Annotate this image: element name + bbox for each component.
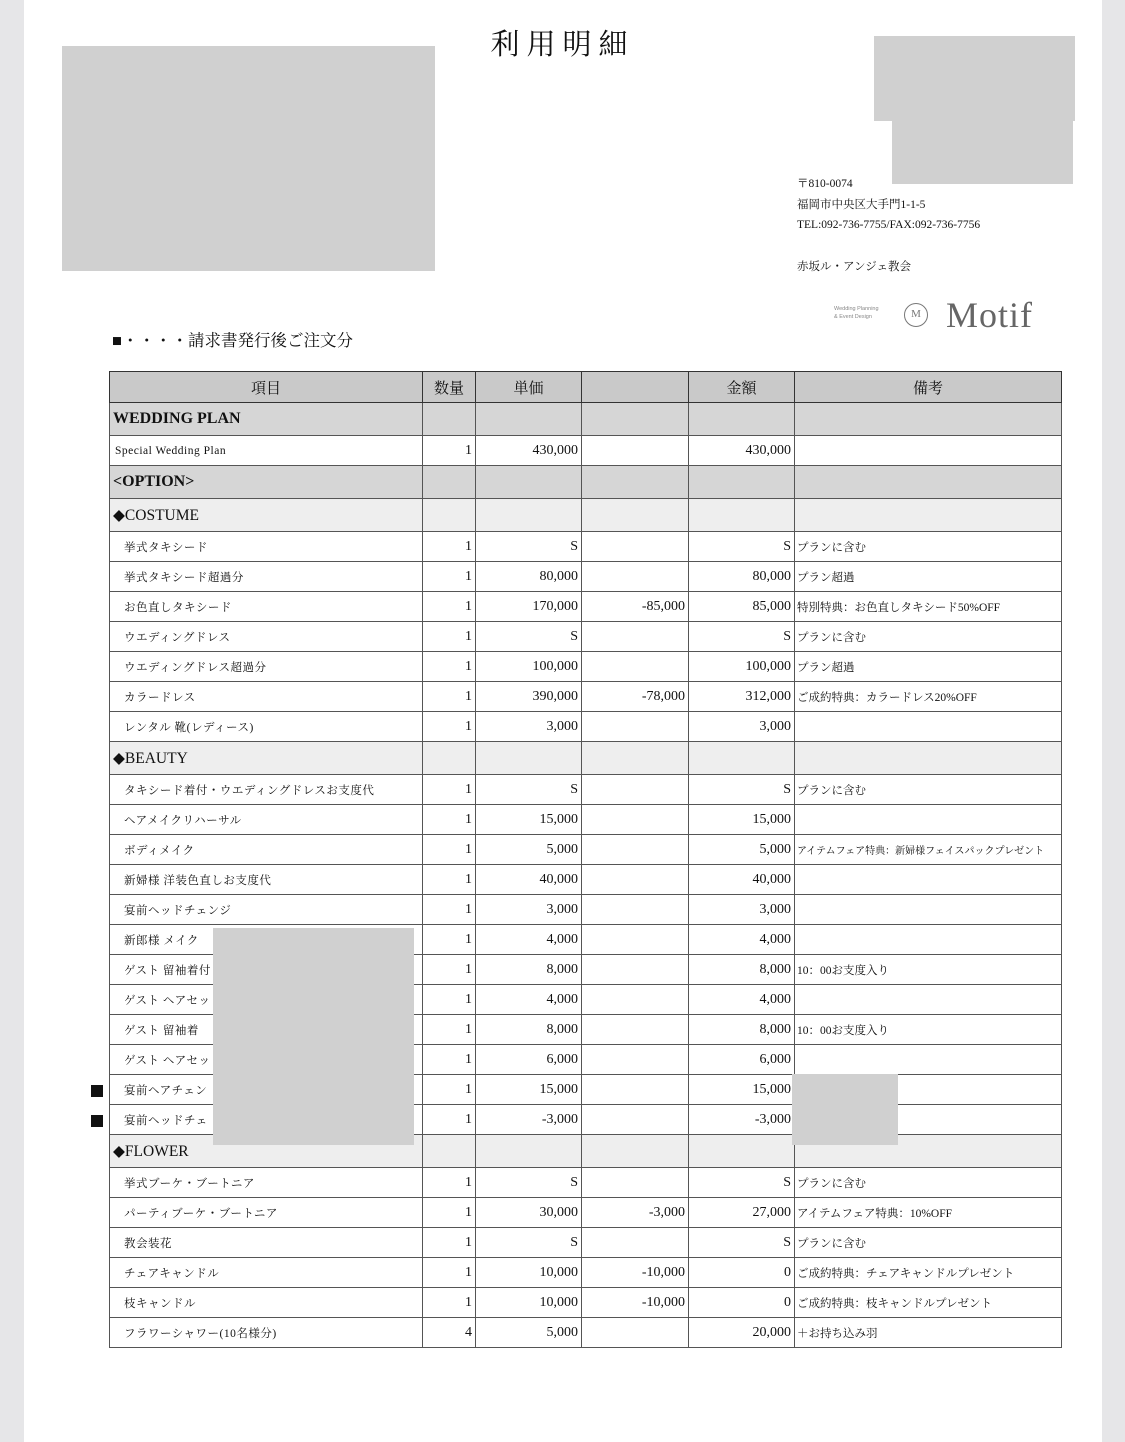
discount-cell xyxy=(582,652,689,682)
qty-cell: 1 xyxy=(423,682,476,712)
item-cell: 新婦様 洋装色直しお支度代 xyxy=(110,865,423,895)
header-discount xyxy=(582,372,689,403)
table-header-row xyxy=(110,372,1062,403)
amount-cell: S xyxy=(689,1228,795,1258)
unit-price-cell: -3,000 xyxy=(476,1105,582,1135)
table-row xyxy=(110,1168,1062,1198)
item-cell: 新郎様 メイク xyxy=(110,925,423,955)
qty-cell: 1 xyxy=(423,835,476,865)
qty-cell: 1 xyxy=(423,712,476,742)
empty-cell xyxy=(689,403,795,436)
amount-cell: 312,000 xyxy=(689,682,795,712)
qty-cell: 1 xyxy=(423,1045,476,1075)
amount-cell: S xyxy=(689,622,795,652)
qty-cell: 1 xyxy=(423,1198,476,1228)
unit-price-cell: 10,000 xyxy=(476,1288,582,1318)
remark-cell: 10：00お支度入り xyxy=(795,1015,1062,1045)
table-row xyxy=(110,1288,1062,1318)
discount-cell xyxy=(582,532,689,562)
item-cell: ゲスト 留袖着 xyxy=(110,1015,423,1045)
item-cell: 教会装花 xyxy=(110,1228,423,1258)
empty-cell xyxy=(582,403,689,436)
usage-detail-table xyxy=(109,371,1062,1348)
discount-cell xyxy=(582,895,689,925)
amount-cell: 100,000 xyxy=(689,652,795,682)
category-label: ◆BEAUTY xyxy=(110,742,423,775)
remark-cell: ご成約特典：枝キャンドルプレゼント xyxy=(795,1288,1062,1318)
remark-cell xyxy=(795,805,1062,835)
discount-cell xyxy=(582,436,689,466)
amount-cell: 85,000 xyxy=(689,592,795,622)
unit-price-cell: 15,000 xyxy=(476,1075,582,1105)
table-body xyxy=(110,403,1062,1348)
amount-cell: 4,000 xyxy=(689,985,795,1015)
side-marker-square-icon xyxy=(91,1115,103,1127)
empty-cell xyxy=(423,1135,476,1168)
qty-cell: 1 xyxy=(423,865,476,895)
empty-cell xyxy=(423,499,476,532)
empty-cell xyxy=(476,742,582,775)
remark-cell: アイテムフェア特典：新婦様フェイスパックプレゼント xyxy=(795,835,1062,865)
table-row xyxy=(110,895,1062,925)
item-cell: 挙式ブーケ・ブートニア xyxy=(110,1168,423,1198)
section-title: ■・・・・請求書発行後ご注文分 xyxy=(112,331,353,350)
empty-cell xyxy=(795,499,1062,532)
unit-price-cell: 4,000 xyxy=(476,985,582,1015)
discount-cell: -10,000 xyxy=(582,1258,689,1288)
discount-cell xyxy=(582,925,689,955)
subcategory-row xyxy=(110,499,1062,532)
discount-cell xyxy=(582,1168,689,1198)
qty-cell: 1 xyxy=(423,895,476,925)
empty-cell xyxy=(582,499,689,532)
header-amount: 金額 xyxy=(689,372,795,403)
table-row xyxy=(110,865,1062,895)
remark-cell: 10：00お支度入り xyxy=(795,955,1062,985)
empty-cell xyxy=(689,466,795,499)
empty-cell xyxy=(689,499,795,532)
unit-price-cell: 3,000 xyxy=(476,712,582,742)
redacted-block-remarks xyxy=(792,1074,898,1145)
header-qty: 数量 xyxy=(423,372,476,403)
document-title: 利用明細 xyxy=(490,29,635,61)
item-cell: チェアキャンドル xyxy=(110,1258,423,1288)
empty-cell xyxy=(795,466,1062,499)
empty-cell xyxy=(476,499,582,532)
amount-cell: 80,000 xyxy=(689,562,795,592)
table-row xyxy=(110,532,1062,562)
item-cell: レンタル 靴(レディース) xyxy=(110,712,423,742)
discount-cell xyxy=(582,835,689,865)
qty-cell: 4 xyxy=(423,1318,476,1348)
table-row xyxy=(110,712,1062,742)
item-cell: 宴前ヘッドチェンジ xyxy=(110,895,423,925)
table-row xyxy=(110,775,1062,805)
remark-cell: プラン超過 xyxy=(795,652,1062,682)
empty-cell xyxy=(795,403,1062,436)
empty-cell xyxy=(582,1135,689,1168)
venue-name: 赤坂ル・アンジェ教会 xyxy=(797,260,912,273)
empty-cell xyxy=(795,742,1062,775)
category-label: ◆COSTUME xyxy=(110,499,423,532)
remark-cell xyxy=(795,712,1062,742)
qty-cell: 1 xyxy=(423,1228,476,1258)
amount-cell: 0 xyxy=(689,1288,795,1318)
unit-price-cell: 40,000 xyxy=(476,865,582,895)
discount-cell xyxy=(582,985,689,1015)
remark-cell: 特別特典：お色直しタキシード50%OFF xyxy=(795,592,1062,622)
qty-cell: 1 xyxy=(423,1258,476,1288)
item-cell: 枝キャンドル xyxy=(110,1288,423,1318)
remark-cell xyxy=(795,985,1062,1015)
empty-cell xyxy=(689,742,795,775)
amount-cell: 430,000 xyxy=(689,436,795,466)
table-row xyxy=(110,835,1062,865)
table-row xyxy=(110,436,1062,466)
qty-cell: 1 xyxy=(423,532,476,562)
remark-cell: プランに含む xyxy=(795,532,1062,562)
empty-cell xyxy=(423,403,476,436)
table-row xyxy=(110,1228,1062,1258)
discount-cell xyxy=(582,1318,689,1348)
category-row xyxy=(110,403,1062,436)
redacted-block-left xyxy=(62,46,435,271)
phone-fax: TEL:092-736-7755/FAX:092-736-7756 xyxy=(797,219,981,231)
discount-cell xyxy=(582,775,689,805)
qty-cell: 1 xyxy=(423,652,476,682)
item-cell: ゲスト ヘアセッ xyxy=(110,985,423,1015)
category-label: <OPTION> xyxy=(110,466,423,499)
redacted-block-items xyxy=(213,928,414,1145)
table-row xyxy=(110,682,1062,712)
item-cell: Special Wedding Plan xyxy=(110,436,423,466)
category-label: WEDDING PLAN xyxy=(110,403,423,436)
amount-cell: 3,000 xyxy=(689,895,795,925)
item-cell: カラードレス xyxy=(110,682,423,712)
qty-cell: 1 xyxy=(423,622,476,652)
remark-cell: プランに含む xyxy=(795,622,1062,652)
item-cell: お色直しタキシード xyxy=(110,592,423,622)
discount-cell xyxy=(582,1105,689,1135)
empty-cell xyxy=(689,1135,795,1168)
remark-cell: プランに含む xyxy=(795,1228,1062,1258)
category-row xyxy=(110,466,1062,499)
remark-cell: ＋お持ち込み羽 xyxy=(795,1318,1062,1348)
amount-cell: 15,000 xyxy=(689,1075,795,1105)
remark-cell xyxy=(795,925,1062,955)
empty-cell xyxy=(423,466,476,499)
unit-price-cell: 10,000 xyxy=(476,1258,582,1288)
logo-circle-icon: M xyxy=(904,303,928,327)
unit-price-cell: S xyxy=(476,532,582,562)
postal-code: 〒810-0074 xyxy=(797,178,853,190)
amount-cell: 4,000 xyxy=(689,925,795,955)
amount-cell: -3,000 xyxy=(689,1105,795,1135)
item-cell: フラワーシャワー(10名様分) xyxy=(110,1318,423,1348)
qty-cell: 1 xyxy=(423,925,476,955)
discount-cell: -85,000 xyxy=(582,592,689,622)
qty-cell: 1 xyxy=(423,955,476,985)
empty-cell xyxy=(476,1135,582,1168)
unit-price-cell: 100,000 xyxy=(476,652,582,682)
remark-cell xyxy=(795,865,1062,895)
remark-cell: アイテムフェア特典：10%OFF xyxy=(795,1198,1062,1228)
side-marker-square-icon xyxy=(91,1085,103,1097)
remark-cell: ご成約特典：カラードレス20%OFF xyxy=(795,682,1062,712)
amount-cell: 5,000 xyxy=(689,835,795,865)
discount-cell xyxy=(582,1045,689,1075)
item-cell: 宴前ヘアチェン xyxy=(110,1075,423,1105)
table-row xyxy=(110,592,1062,622)
unit-price-cell: 8,000 xyxy=(476,955,582,985)
qty-cell: 1 xyxy=(423,805,476,835)
table-row xyxy=(110,1198,1062,1228)
item-cell: タキシード着付・ウエディングドレスお支度代 xyxy=(110,775,423,805)
qty-cell: 1 xyxy=(423,562,476,592)
qty-cell: 1 xyxy=(423,436,476,466)
amount-cell: 0 xyxy=(689,1258,795,1288)
remark-cell xyxy=(795,1045,1062,1075)
address-city: 福岡市中央区大手門1-1-5 xyxy=(797,198,926,211)
unit-price-cell: 5,000 xyxy=(476,1318,582,1348)
redacted-block-right-top xyxy=(874,36,1075,121)
amount-cell: 8,000 xyxy=(689,955,795,985)
item-cell: ゲスト ヘアセッ xyxy=(110,1045,423,1075)
item-cell: パーティブーケ・ブートニア xyxy=(110,1198,423,1228)
unit-price-cell: 390,000 xyxy=(476,682,582,712)
empty-cell xyxy=(423,742,476,775)
empty-cell xyxy=(476,403,582,436)
unit-price-cell: 5,000 xyxy=(476,835,582,865)
qty-cell: 1 xyxy=(423,1168,476,1198)
category-label: ◆FLOWER xyxy=(110,1135,423,1168)
unit-price-cell: 4,000 xyxy=(476,925,582,955)
remark-cell: プランに含む xyxy=(795,775,1062,805)
header-remark: 備考 xyxy=(795,372,1062,403)
logo-tagline: Wedding Planning & Event Design xyxy=(834,306,879,320)
qty-cell: 1 xyxy=(423,775,476,805)
unit-price-cell: S xyxy=(476,1168,582,1198)
discount-cell xyxy=(582,622,689,652)
qty-cell: 1 xyxy=(423,1105,476,1135)
amount-cell: 8,000 xyxy=(689,1015,795,1045)
discount-cell: -10,000 xyxy=(582,1288,689,1318)
amount-cell: 40,000 xyxy=(689,865,795,895)
discount-cell: -3,000 xyxy=(582,1198,689,1228)
unit-price-cell: 8,000 xyxy=(476,1015,582,1045)
discount-cell xyxy=(582,1075,689,1105)
amount-cell: S xyxy=(689,532,795,562)
remark-cell: プランに含む xyxy=(795,1168,1062,1198)
discount-cell xyxy=(582,562,689,592)
item-cell: ボディメイク xyxy=(110,835,423,865)
table-row xyxy=(110,652,1062,682)
unit-price-cell: S xyxy=(476,775,582,805)
table-row xyxy=(110,562,1062,592)
unit-price-cell: S xyxy=(476,622,582,652)
empty-cell xyxy=(476,466,582,499)
remark-cell: プラン超過 xyxy=(795,562,1062,592)
subcategory-row xyxy=(110,742,1062,775)
amount-cell: 20,000 xyxy=(689,1318,795,1348)
amount-cell: 3,000 xyxy=(689,712,795,742)
table-row xyxy=(110,805,1062,835)
discount-cell xyxy=(582,712,689,742)
qty-cell: 1 xyxy=(423,1288,476,1318)
item-cell: ヘアメイクリハーサル xyxy=(110,805,423,835)
discount-cell xyxy=(582,1015,689,1045)
remark-cell xyxy=(795,436,1062,466)
item-cell: 挙式タキシード xyxy=(110,532,423,562)
item-cell: 挙式タキシード超過分 xyxy=(110,562,423,592)
item-cell: ゲスト 留袖着付 xyxy=(110,955,423,985)
discount-cell xyxy=(582,1228,689,1258)
table-row xyxy=(110,1258,1062,1288)
amount-cell: S xyxy=(689,1168,795,1198)
item-cell: ウエディングドレス xyxy=(110,622,423,652)
unit-price-cell: 170,000 xyxy=(476,592,582,622)
qty-cell: 1 xyxy=(423,985,476,1015)
remark-cell: ご成約特典：チェアキャンドルプレゼント xyxy=(795,1258,1062,1288)
remark-cell xyxy=(795,895,1062,925)
header-item: 項目 xyxy=(110,372,423,403)
discount-cell: -78,000 xyxy=(582,682,689,712)
item-cell: 宴前ヘッドチェ xyxy=(110,1105,423,1135)
unit-price-cell: S xyxy=(476,1228,582,1258)
discount-cell xyxy=(582,805,689,835)
amount-cell: 27,000 xyxy=(689,1198,795,1228)
company-address xyxy=(797,174,980,277)
header-unit-price: 単価 xyxy=(476,372,582,403)
logo-wordmark: Motif xyxy=(946,295,1034,335)
empty-cell xyxy=(582,742,689,775)
amount-cell: 6,000 xyxy=(689,1045,795,1075)
discount-cell xyxy=(582,865,689,895)
unit-price-cell: 30,000 xyxy=(476,1198,582,1228)
qty-cell: 1 xyxy=(423,1075,476,1105)
item-cell: ウエディングドレス超過分 xyxy=(110,652,423,682)
qty-cell: 1 xyxy=(423,1015,476,1045)
amount-cell: 15,000 xyxy=(689,805,795,835)
table-row xyxy=(110,1318,1062,1348)
unit-price-cell: 80,000 xyxy=(476,562,582,592)
unit-price-cell: 430,000 xyxy=(476,436,582,466)
qty-cell: 1 xyxy=(423,592,476,622)
unit-price-cell: 6,000 xyxy=(476,1045,582,1075)
amount-cell: S xyxy=(689,775,795,805)
unit-price-cell: 15,000 xyxy=(476,805,582,835)
table-row xyxy=(110,622,1062,652)
empty-cell xyxy=(582,466,689,499)
unit-price-cell: 3,000 xyxy=(476,895,582,925)
discount-cell xyxy=(582,955,689,985)
